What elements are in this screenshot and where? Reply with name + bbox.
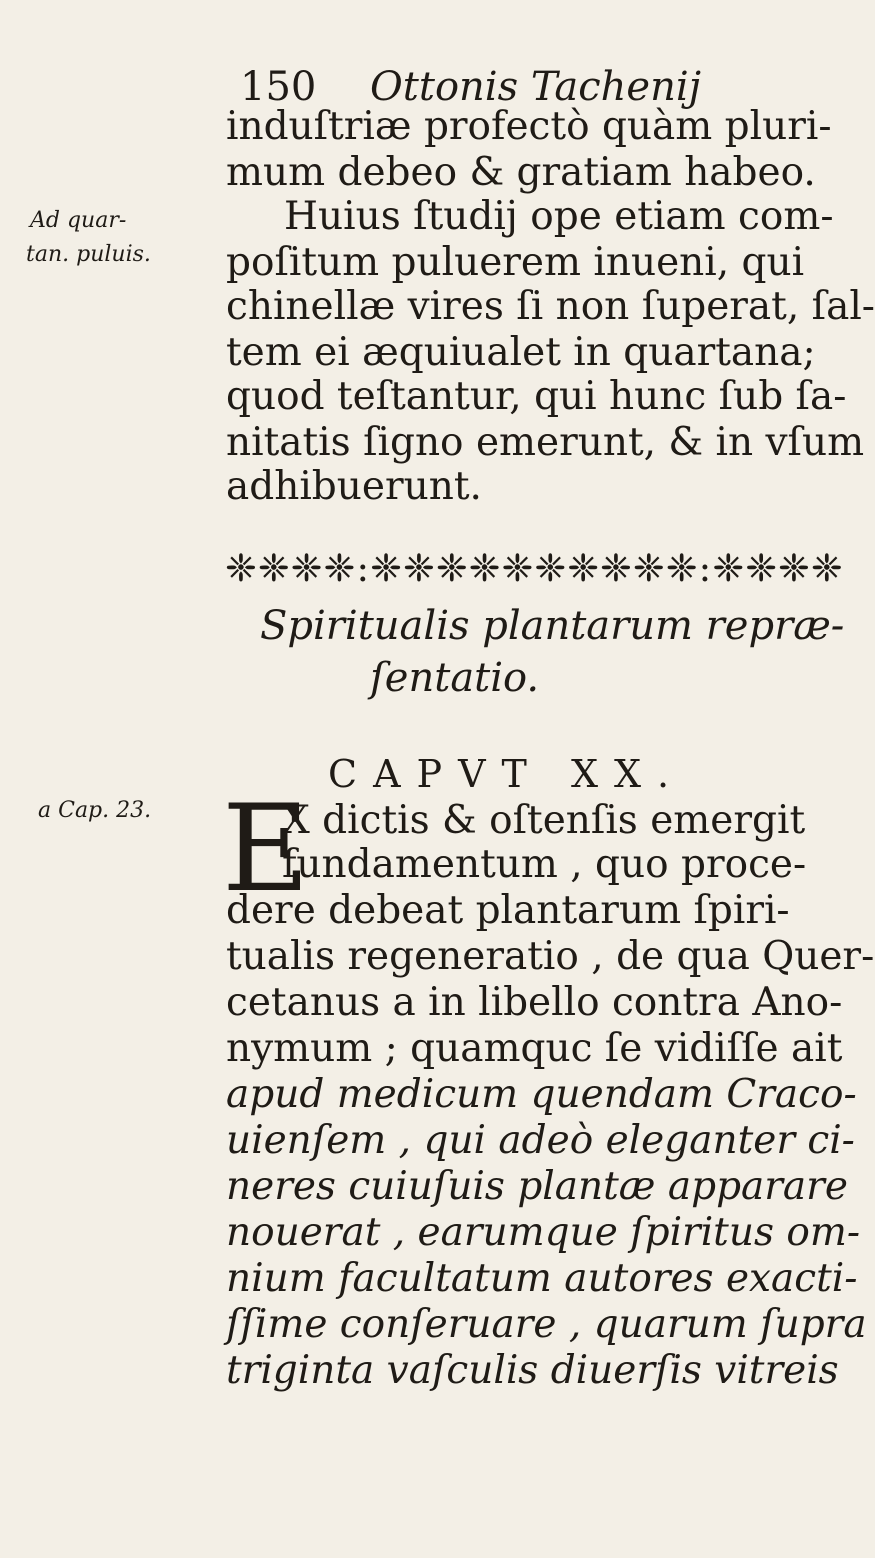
chapter-title-line: ſentatio. <box>370 655 540 701</box>
margin-note: Ad quar- <box>30 208 127 233</box>
text-line: X dictis & oſtenſis emergit <box>282 798 806 843</box>
text-line: uienſem , qui adeò eleganter ci- <box>226 1118 855 1163</box>
chapter-title <box>260 600 845 701</box>
text-line: mum debeo & gratiam habeo. <box>226 150 816 195</box>
chapter-title-line: Spiritualis plantarum repræ- <box>260 603 845 649</box>
text-line: ſſime conſeruare , quarum ſupra <box>226 1302 867 1347</box>
text-line: tualis regeneratio , de qua Quer- <box>226 934 875 979</box>
drop-cap: E <box>222 780 310 919</box>
text-line: nitatis ſigno emerunt, & in vſum <box>226 420 865 465</box>
running-title: Ottonis Tachenij <box>370 64 702 110</box>
text-line: adhibuerunt. <box>226 464 482 509</box>
chapter-number: CAPVT XX. <box>328 752 686 796</box>
text-line: chinellæ vires ſi non ſuperat, ſal- <box>226 284 875 329</box>
text-line: nymum ; quamquc ſe vidiſſe ait <box>226 1026 843 1071</box>
ornament-divider: ❈❈❈❈:❈❈❈❈❈❈❈❈❈❈:❈❈❈❈ <box>225 546 844 590</box>
margin-note: tan. puluis. <box>26 242 151 267</box>
text-line: quod teſtantur, qui hunc ſub ſa- <box>226 374 847 419</box>
text-line: dere debeat plantarum ſpiri- <box>226 888 790 933</box>
text-line: apud medicum quendam Craco- <box>226 1072 857 1117</box>
text-line: Huius ſtudij ope etiam com- <box>284 194 834 239</box>
text-line: nouerat , earumque ſpiritus om- <box>226 1210 861 1255</box>
text-line: neres cuiuſuis plantæ apparare <box>226 1164 848 1209</box>
text-line: induſtriæ profectò quàm pluri- <box>226 104 832 149</box>
page-number: 150 <box>240 64 317 110</box>
text-line: triginta vaſculis diuerſis vitreis <box>226 1348 839 1393</box>
text-line: fundamentum , quo proce- <box>282 842 807 887</box>
text-line: nium facultatum autores exacti- <box>226 1256 858 1301</box>
text-line: tem ei æquiualet in quartana; <box>226 330 816 375</box>
text-line: poſitum puluerem inueni, qui <box>226 240 805 285</box>
margin-note: a Cap. 23. <box>38 798 152 823</box>
text-line: cetanus a in libello contra Ano- <box>226 980 843 1025</box>
